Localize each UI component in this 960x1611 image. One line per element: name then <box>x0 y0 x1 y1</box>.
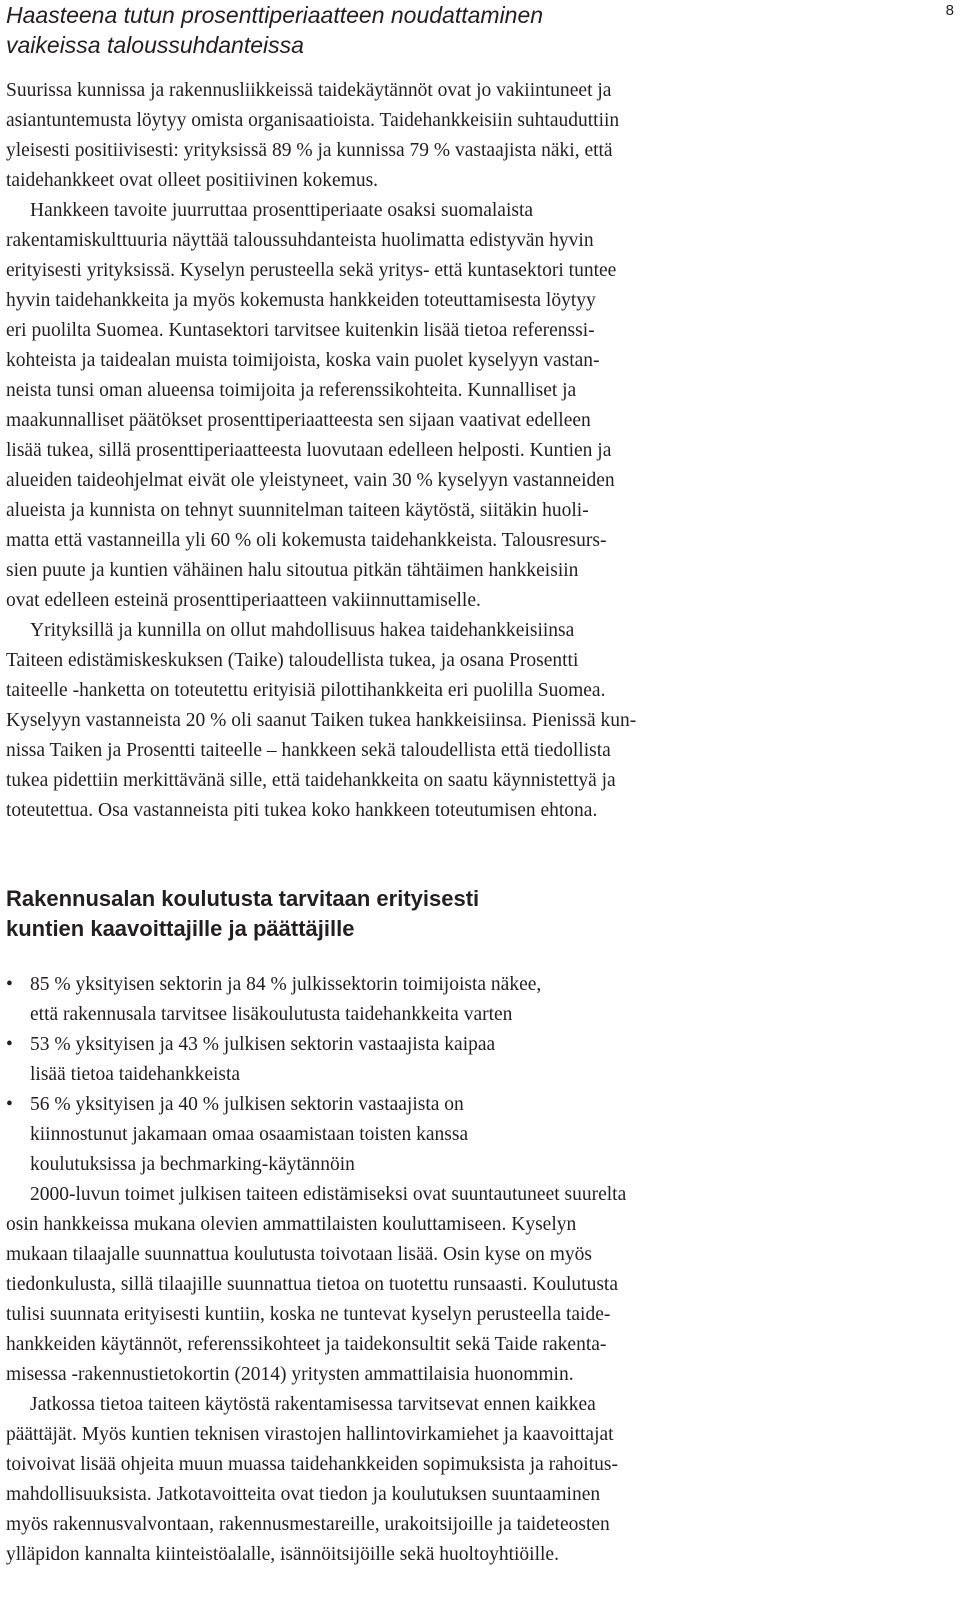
body-text-section-1 <box>6 76 636 826</box>
text-line: taidehankkeet ovat olleet positiivinen kokemus. <box>6 170 379 191</box>
text-line: tulisi suunnata erityisesti kuntiin, koska ne tuntevat kyselyn perusteella taide- <box>6 1304 611 1325</box>
bullet-line: lisää tietoa taidehankkeista <box>30 1064 241 1085</box>
heading-line: Rakennusalan koulutusta tarvitaan erityisesti <box>6 886 480 911</box>
text-line: Hankkeen tavoite juurruttaa prosenttiperiaate osaksi suomalaista <box>30 200 534 221</box>
text-line: alueiden taideohjelmat eivät ole yleistyneet, vain 30 % kyselyyn vastanneiden <box>6 470 615 491</box>
text-line: osin hankkeissa mukana olevien ammattilaisten kouluttamiseen. Kyselyn <box>6 1214 577 1235</box>
text-line: tukea pidettiin merkittävänä sille, että taidehankkeita on saatu käynnistettyä ja <box>6 770 616 791</box>
section-heading-prosenttiperiaate <box>6 0 766 60</box>
text-line: sien puute ja kuntien vähäinen halu sitoutua pitkän tähtäimen hankkeisiin <box>6 560 579 581</box>
text-line: toivoivat lisää ohjeita muun muassa taidehankkeiden sopimuksista ja rahoitus- <box>6 1454 618 1475</box>
body-text-section-2 <box>6 1180 626 1570</box>
bullet-icon: • <box>6 1034 13 1055</box>
text-line: Jatkossa tietoa taiteen käytöstä rakentamisessa tarvitsevat ennen kaikkea <box>30 1394 596 1415</box>
text-line: rakentamiskulttuuria näyttää taloussuhdanteista huolimatta edistyvän hyvin <box>6 230 594 251</box>
text-line: lisää tukea, sillä prosenttiperiaatteesta luovutaan edelleen helposti. Kuntien ja <box>6 440 612 461</box>
text-line: misessa -rakennustietokortin (2014) yritysten ammattilaisia huonommin. <box>6 1364 574 1385</box>
page-number: 8 <box>945 2 954 19</box>
text-line: mahdollisuuksista. Jatkotavoitteita ovat tiedon ja koulutuksen suuntaaminen <box>6 1484 601 1505</box>
bullet-icon: • <box>6 974 13 995</box>
bullet-line: että rakennusala tarvitsee lisäkoulutusta taidehankkeita varten <box>30 1004 513 1025</box>
bullet-line: 85 % yksityisen sektorin ja 84 % julkissektorin toimijoista näkee, <box>30 974 542 995</box>
text-line: tiedonkulusta, sillä tilaajille suunnattua tietoa on tuotettu runsaasti. Koulutusta <box>6 1274 618 1295</box>
text-line: Yrityksillä ja kunnilla on ollut mahdollisuus hakea taidehankkeisiinsa <box>30 620 575 641</box>
bullet-item <box>6 1090 541 1180</box>
text-line: myös rakennusvalvontaan, rakennusmestareille, urakoitsijoille ja taideteosten <box>6 1514 610 1535</box>
text-line: hankkeiden käytännöt, referenssikohteet ja taidekonsultit sekä Taide rakenta- <box>6 1334 607 1355</box>
text-line: erityisesti yrityksissä. Kyselyn perusteella sekä yritys- että kuntasektori tuntee <box>6 260 617 281</box>
bullet-list <box>6 970 541 1180</box>
text-line: asiantuntemusta löytyy omista organisaatioista. Taidehankkeisiin suhtauduttiin <box>6 110 620 131</box>
text-line: taiteelle -hanketta on toteutettu erityisiä pilottihankkeita eri puolilla Suomea. <box>6 680 606 701</box>
section-heading-koulutus <box>6 883 766 943</box>
text-line: neista tunsi oman alueensa toimijoita ja referenssikohteita. Kunnalliset ja <box>6 380 577 401</box>
heading-line: vaikeissa taloussuhdanteissa <box>6 32 304 58</box>
bullet-item <box>6 970 541 1030</box>
heading-line: kuntien kaavoittajille ja päättäjille <box>6 916 355 941</box>
text-line: päättäjät. Myös kuntien teknisen virastojen hallintovirkamiehet ja kaavoittajat <box>6 1424 614 1445</box>
text-line: 2000-luvun toimet julkisen taiteen edistämiseksi ovat suuntautuneet suurelta <box>30 1184 627 1205</box>
text-line: eri puolilta Suomea. Kuntasektori tarvitsee kuitenkin lisää tietoa referenssi- <box>6 320 595 341</box>
text-line: kohteista ja taidealan muista toimijoista, koska vain puolet kyselyyn vastan- <box>6 350 600 371</box>
text-line: nissa Taiken ja Prosentti taiteelle – hankkeen sekä taloudellista että tiedollista <box>6 740 611 761</box>
text-line: toteutettua. Osa vastanneista piti tukea koko hankkeen toteutumisen ehtona. <box>6 800 598 821</box>
bullet-line: 53 % yksityisen ja 43 % julkisen sektorin vastaajista kaipaa <box>30 1034 496 1055</box>
text-line: Suurissa kunnissa ja rakennusliikkeissä taidekäytännöt ovat jo vakiintuneet ja <box>6 80 612 101</box>
text-line: Taiteen edistämiskeskuksen (Taike) taloudellista tukea, ja osana Prosentti <box>6 650 579 671</box>
text-line: maakunnalliset päätökset prosenttiperiaatteesta sen sijaan vaativat edelleen <box>6 410 591 431</box>
text-line: yleisesti positiivisesti: yrityksissä 89 % ja kunnissa 79 % vastaajista näki, että <box>6 140 613 161</box>
text-line: hyvin taidehankkeita ja myös kokemusta hankkeiden toteuttamisesta löytyy <box>6 290 596 311</box>
text-line: Kyselyyn vastanneista 20 % oli saanut Taiken tukea hankkeisiinsa. Pienissä kun- <box>6 710 637 731</box>
bullet-line: koulutuksissa ja bechmarking-käytännöin <box>30 1154 355 1175</box>
text-line: ovat edelleen esteinä prosenttiperiaatteen vakiinnuttamiselle. <box>6 590 481 611</box>
bullet-item <box>6 1030 541 1090</box>
text-line: matta että vastanneilla yli 60 % oli kokemusta taidehankkeista. Talousresurs- <box>6 530 607 551</box>
text-line: mukaan tilaajalle suunnattua koulutusta toivotaan lisää. Osin kyse on myös <box>6 1244 592 1265</box>
text-line: ylläpidon kannalta kiinteistöalalle, isännöitsijöille sekä huoltoyhtiöille. <box>6 1544 559 1565</box>
bullet-icon: • <box>6 1094 13 1115</box>
text-line: alueista ja kunnista on tehnyt suunnitelman taiteen käytöstä, siitäkin huoli- <box>6 500 589 521</box>
bullet-line: 56 % yksityisen ja 40 % julkisen sektorin vastaajista on <box>30 1094 464 1115</box>
heading-line: Haasteena tutun prosenttiperiaatteen noudattaminen <box>6 2 544 28</box>
bullet-line: kiinnostunut jakamaan omaa osaamistaan toisten kanssa <box>30 1124 469 1145</box>
